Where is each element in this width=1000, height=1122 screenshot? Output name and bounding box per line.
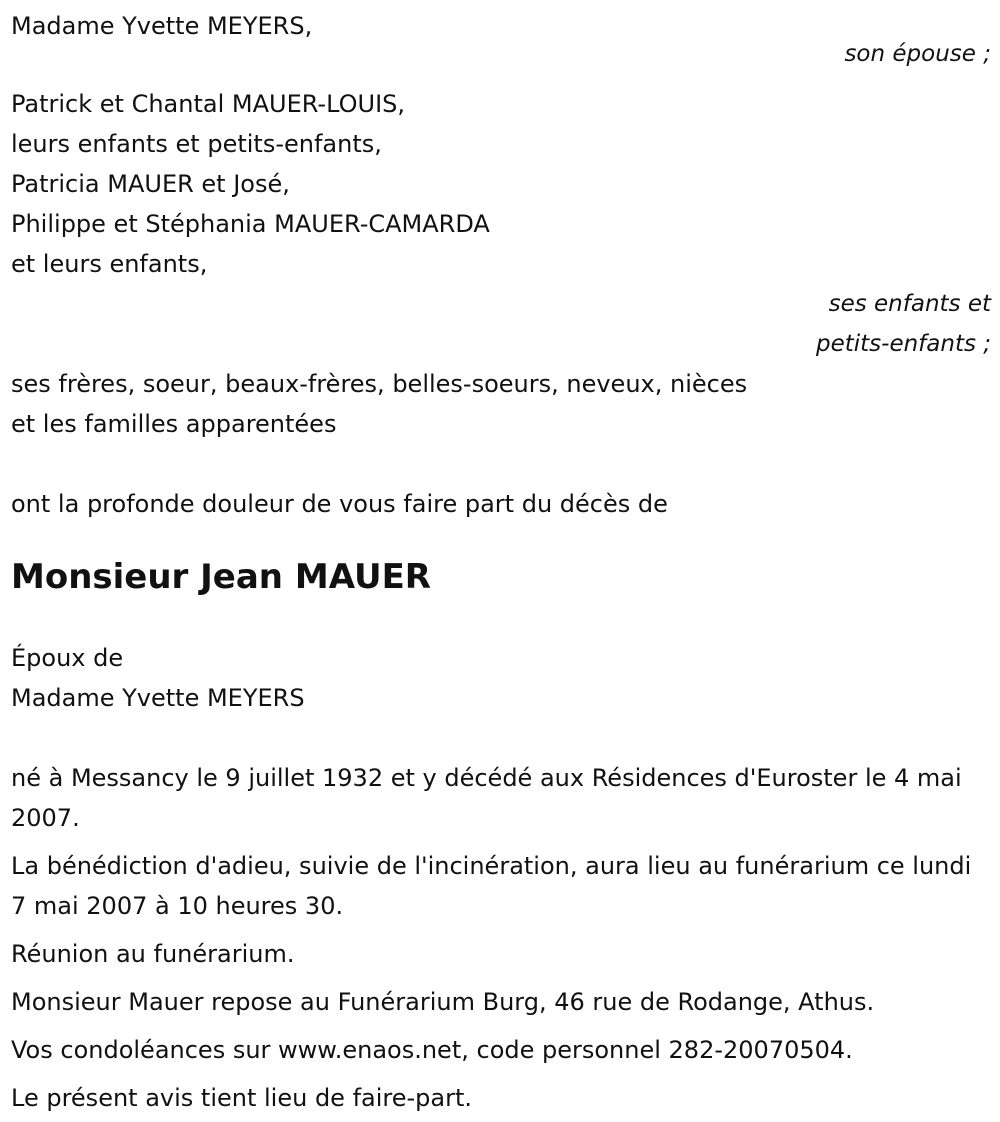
children-list (11, 84, 991, 284)
children-line: leurs enfants et petits-enfants, (11, 130, 382, 158)
spouse-of-line: Madame Yvette MEYERS (11, 684, 305, 712)
details-block (11, 758, 991, 1118)
children-line: Patricia MAUER et José, (11, 170, 290, 198)
birth-death-text: né à Messancy le 9 juillet 1932 et y décédé aux Résidences d'Euroster le 4 mai 2007. (11, 764, 962, 832)
children-role-line-2: petits-enfants ; (815, 331, 991, 357)
spouse-role: son épouse ; (844, 41, 991, 67)
condolences-text: Vos condoléances sur www.enaos.net, code personnel 282-20070504. (11, 1036, 853, 1064)
children-line: Philippe et Stéphania MAUER-CAMARDA (11, 210, 490, 238)
spouse-name: Madame Yvette MEYERS, (11, 12, 313, 40)
siblings-line: ses frères, soeur, beaux-frères, belles-soeurs, neveux, nièces (11, 370, 748, 398)
obituary-notice (11, 0, 991, 1118)
children-role-line-1: ses enfants et (828, 291, 991, 317)
resting-place-text: Monsieur Mauer repose au Funérarium Burg, 46 rue de Rodange, Athus. (11, 988, 875, 1016)
deceased-name: Monsieur Jean MAUER (11, 557, 431, 597)
children-line: et leurs enfants, (11, 250, 208, 278)
ceremony-text: La bénédiction d'adieu, suivie de l'incinération, aura lieu au funérarium ce lundi 7 mai 2007 à 10 heures 30. (11, 852, 972, 920)
announcement-text: ont la profonde douleur de vous faire part du décès de (11, 490, 668, 518)
siblings-list (11, 364, 991, 444)
notice-text: Le présent avis tient lieu de faire-part. (11, 1084, 473, 1112)
spouse-of-block (11, 638, 991, 718)
spouse-of-line: Époux de (11, 644, 124, 672)
children-line: Patrick et Chantal MAUER-LOUIS, (11, 90, 406, 118)
gathering-text: Réunion au funérarium. (11, 940, 295, 968)
siblings-line: et les familles apparentées (11, 410, 337, 438)
